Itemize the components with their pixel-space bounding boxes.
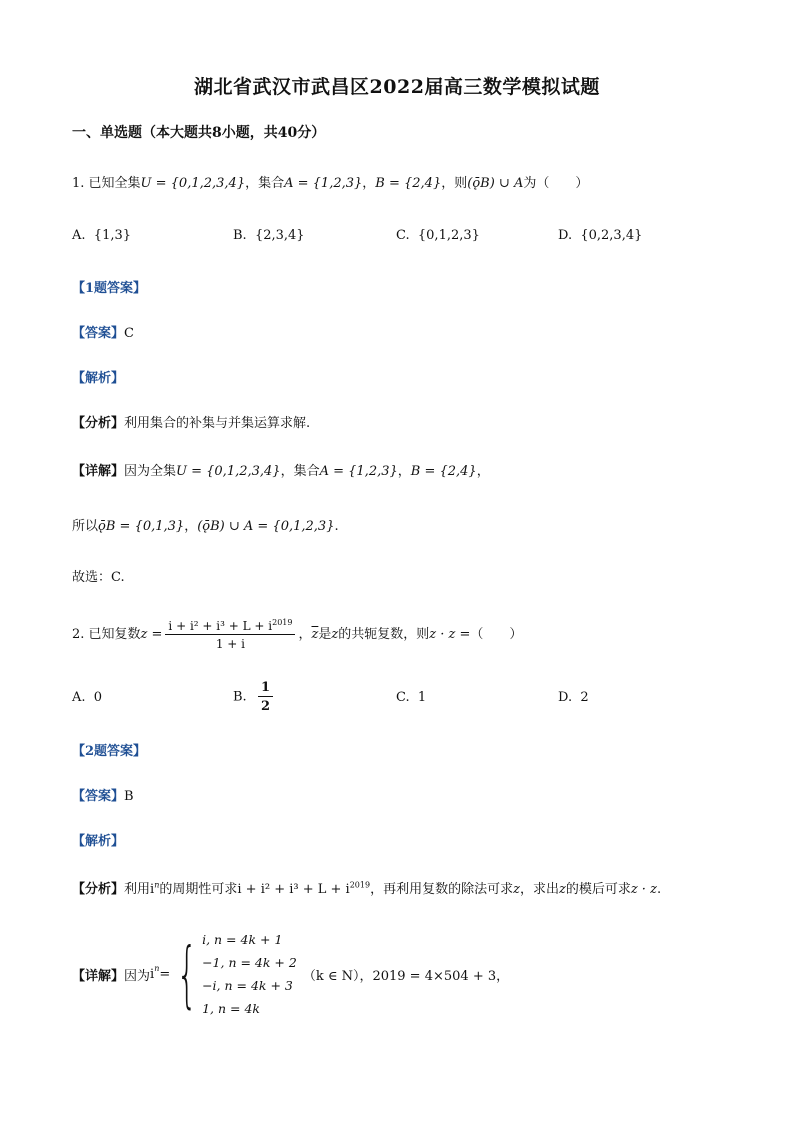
fenxi-text4: ，求出: [519, 882, 559, 897]
q1-suffix: 为（ ）: [523, 176, 589, 191]
fenxi-sum: i + i² + i³ + L + i: [237, 882, 350, 897]
case-row: i, n = 4k + 1: [202, 932, 283, 947]
q1-detail: [72, 460, 490, 479]
q2-option-c[interactable]: [396, 690, 426, 705]
option-value: {1,3}: [93, 228, 132, 243]
q2-mid: ，: [298, 627, 312, 642]
option-label: B.: [233, 689, 247, 705]
q2-fraction: [165, 618, 295, 651]
q2-option-a[interactable]: [72, 690, 102, 705]
option-value: {0,2,3,4}: [580, 228, 643, 243]
q1-union: ∪: [494, 176, 514, 191]
option-value: 1: [417, 690, 427, 705]
fraction-denominator: 2: [260, 699, 270, 714]
q1-choose: 故选：C.: [72, 570, 125, 585]
answer-tag: 【答案】: [72, 789, 125, 804]
detail-condition: （k ∈ N），2019 = 4×504 + 3，: [302, 968, 510, 984]
section-heading: 一、单选题（本大题共8小题，共40分）: [72, 125, 326, 141]
q1-expr-a: A: [513, 176, 524, 191]
so-sep: ，: [184, 519, 198, 534]
fenxi-text5: 的模后可求: [565, 882, 631, 897]
q1-set-b: B = {2,4}: [375, 176, 442, 191]
page-title: 湖北省武汉市武昌区2022届高三数学模拟试题: [194, 76, 600, 98]
fenxi-tag: 【分析】: [72, 416, 125, 431]
detail-n: n: [154, 964, 160, 973]
q2-fraction-denominator: 1 + i: [215, 637, 246, 651]
q1-answer: [72, 322, 134, 341]
case-row: −i, n = 4k + 3: [202, 978, 293, 993]
option-label: B.: [233, 228, 247, 243]
q1-mid1: ，集合: [245, 176, 285, 191]
q2-mid2: 是: [318, 627, 332, 642]
option-value-fraction: [258, 680, 273, 714]
answer-value: B: [124, 789, 134, 804]
detail-text: 因为: [124, 968, 151, 984]
option-label: A.: [72, 690, 86, 705]
fenxi-text1: 利用: [124, 882, 151, 897]
option-label: C.: [396, 690, 410, 705]
option-value: 0: [93, 690, 103, 705]
q2-zbar: $\overline{z}$: [311, 627, 319, 642]
fenxi-tag: 【分析】: [72, 882, 125, 897]
answer-value: C: [124, 326, 134, 341]
fenxi-z2: z: [558, 882, 566, 897]
detail-tag: 【详解】: [72, 968, 125, 984]
detail-end: ，: [476, 464, 490, 479]
detail-sep: ，: [397, 464, 411, 479]
option-label: C.: [396, 228, 410, 243]
fraction-numerator: 1: [258, 680, 273, 697]
so-expr1: ǭ: [98, 519, 106, 534]
q1-option-b[interactable]: [233, 228, 305, 243]
option-label: D.: [558, 228, 573, 243]
q2-prefix: 2. 已知复数: [72, 627, 141, 642]
fenxi-end: .: [656, 882, 662, 897]
fenxi-product: z · z: [630, 882, 657, 897]
fenxi-i: i: [150, 882, 155, 897]
so-expr2: (ǭ: [197, 519, 211, 534]
q2-suffix: （ ）: [470, 627, 523, 642]
question-2: [72, 618, 522, 651]
fenxi-sum-exponent: 2019: [349, 880, 371, 890]
question-1: [72, 172, 588, 191]
q2-answer: [72, 785, 134, 804]
fenxi-text2: 的周期性可求: [159, 882, 238, 897]
q1-sep: ，: [362, 176, 376, 191]
q1-option-a[interactable]: [72, 228, 131, 243]
q1-expr: (ǭ: [467, 176, 481, 191]
fenxi-text: 利用集合的补集与并集运算求解.: [124, 416, 311, 431]
case-row: −1, n = 4k + 2: [202, 955, 297, 970]
q2-analysis-heading: 【解析】: [72, 834, 125, 849]
detail-eq: =: [159, 966, 171, 982]
detail-set-a: A = {1,2,3}: [319, 464, 398, 479]
so-end: .: [334, 519, 339, 534]
q2-z-eq: z =: [140, 627, 163, 642]
fenxi-z: z: [513, 882, 520, 897]
q2-product: z · z =: [429, 627, 471, 642]
so-prefix: 所以: [72, 519, 99, 534]
q2-fraction-numerator: i + i² + i³ + L + i: [168, 619, 273, 633]
option-value: 2: [580, 690, 589, 705]
q2-fenxi: [72, 878, 661, 897]
q2-numerator-exponent: 2019: [272, 618, 293, 627]
q2-option-d[interactable]: [558, 690, 589, 705]
q2-zvar: z: [331, 627, 339, 642]
q2-mid3: 的共轭复数，则: [338, 627, 430, 642]
option-value: {0,1,2,3}: [417, 228, 480, 243]
q1-option-d[interactable]: [558, 228, 642, 243]
option-label: A.: [72, 228, 86, 243]
fenxi-text3: ，再利用复数的除法可求: [370, 882, 514, 897]
q1-answer-heading: 【1题答案】: [72, 281, 147, 296]
q1-set-a: A = {1,2,3}: [284, 176, 363, 191]
detail-tag: 【详解】: [72, 464, 125, 479]
detail-text: 因为全集: [124, 464, 177, 479]
answer-tag: 【答案】: [72, 326, 125, 341]
q1-prefix: 1. 已知全集: [72, 176, 141, 191]
q1-option-c[interactable]: [396, 228, 480, 243]
q1-so: [72, 515, 339, 534]
detail-i: i: [150, 966, 155, 982]
option-value: {2,3,4}: [254, 228, 305, 243]
detail-mid: ，集合: [280, 464, 320, 479]
fenxi-n: n: [154, 880, 160, 890]
left-brace-icon: {: [176, 932, 198, 1016]
q2-detail: [72, 928, 509, 1020]
case-row: 1, n = 4k: [202, 1001, 260, 1016]
q1-mid2: ，则: [441, 176, 468, 191]
option-label: D.: [558, 690, 573, 705]
detail-universal-set: U = {0,1,2,3,4}: [176, 464, 281, 479]
detail-set-b: B = {2,4}: [410, 464, 477, 479]
so-expr2b: B) ∪ A = {0,1,2,3}: [210, 519, 335, 534]
q1-fenxi: [72, 412, 310, 431]
q1-universal-set: U = {0,1,2,3,4}: [140, 176, 246, 191]
piecewise-cases: [170, 928, 297, 1020]
q1-analysis-heading: 【解析】: [72, 371, 125, 386]
q1-expr-b: B): [480, 176, 495, 191]
so-expr1b: B = {0,1,3}: [105, 519, 185, 534]
q2-option-b[interactable]: [233, 680, 276, 714]
q2-answer-heading: 【2题答案】: [72, 744, 147, 759]
